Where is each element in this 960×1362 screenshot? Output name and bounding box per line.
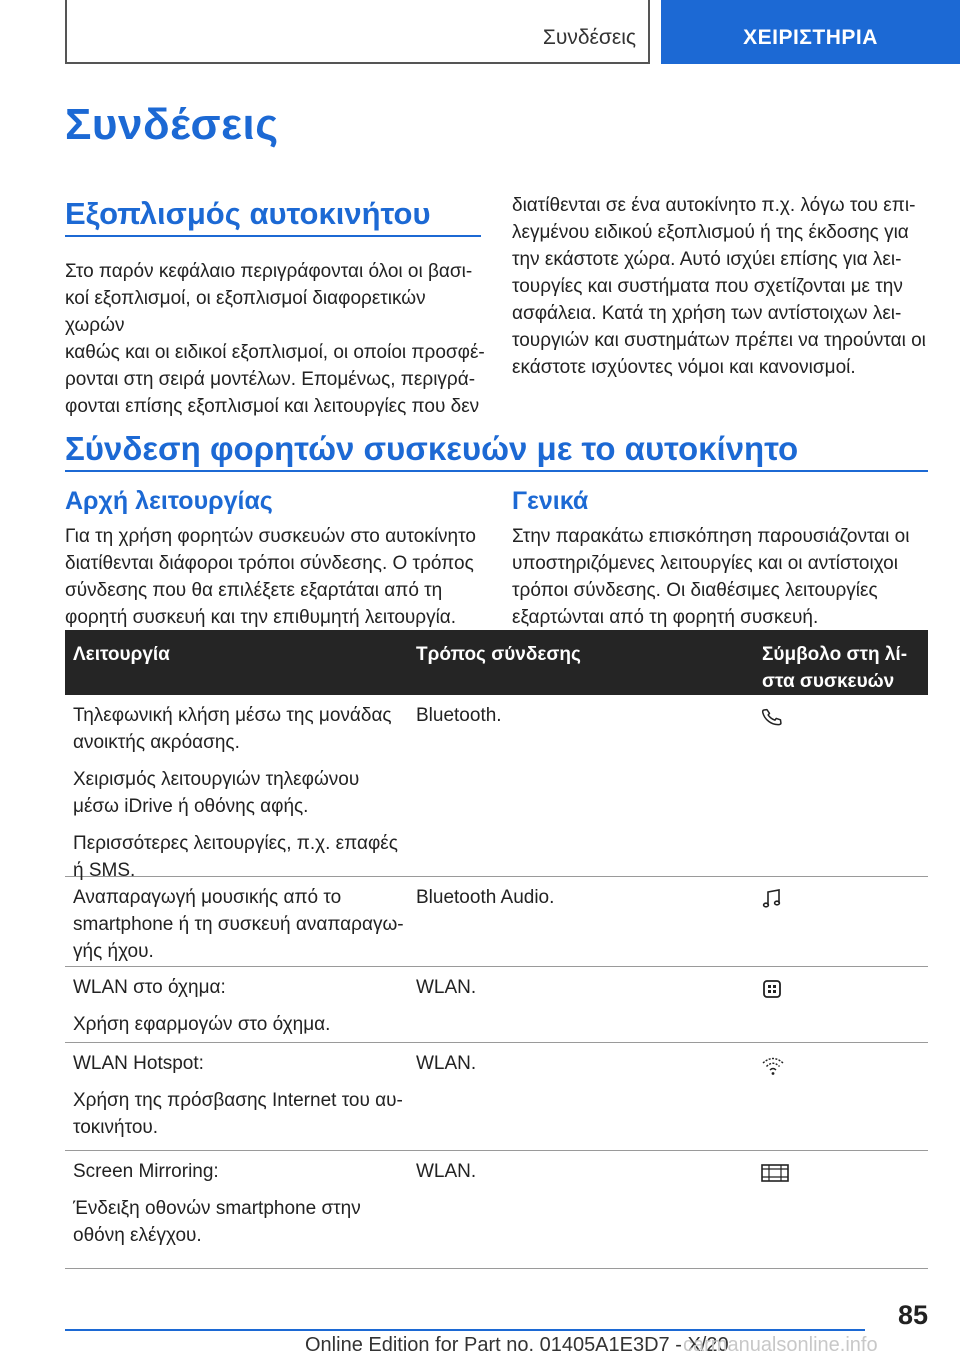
header-symbol-line1: Σύμβολο στη λί- <box>762 644 908 665</box>
text-line: κοί εξοπλισμοί, οι εξοπλισμοί διαφορετικών χωρών <box>65 288 426 336</box>
function-line: WLAN Hotspot: <box>73 1053 204 1074</box>
text-line: διατίθενται διάφοροι τρόποι σύνδεσης. Ο τρόπος <box>65 553 474 574</box>
table-row <box>65 1151 928 1269</box>
function-line: WLAN στο όχημα: <box>73 977 226 998</box>
header-symbol-line2: στα συσκευών <box>762 671 895 692</box>
function-line: Ένδειξη οθονών smartphone στην <box>73 1198 361 1219</box>
function-line: ανοικτής ακρόασης. <box>73 732 240 753</box>
function-paragraph <box>73 766 408 820</box>
principle-heading: Αρχή λειτουργίας <box>65 487 273 515</box>
text-line: τουργιών και συστημάτων πρέπει να τηρούνται οι <box>512 330 926 351</box>
function-paragraph <box>73 1050 408 1077</box>
general-text <box>512 523 932 631</box>
equipment-heading: Εξοπλισμός αυτοκινήτου <box>65 196 431 231</box>
equipment-text-left <box>65 258 485 420</box>
function-line: γής ήχου. <box>73 941 154 962</box>
table-body <box>65 695 928 1269</box>
text-line: φορητή συσκευή και την επιθυμητή λειτουργία. <box>65 607 457 628</box>
page-title: Συνδέσεις <box>65 100 279 149</box>
table-row <box>65 967 928 1043</box>
apps-icon <box>760 977 784 1006</box>
footer-watermark: carmanualsonline.info <box>683 1334 878 1356</box>
cell-method: Bluetooth Audio. <box>416 887 555 908</box>
text-line: διατίθενται σε ένα αυτοκίνητο π.χ. λόγω του επι- <box>512 195 916 216</box>
table-header-row <box>65 630 928 695</box>
connections-table <box>65 630 928 1269</box>
function-line: Χρήση εφαρμογών στο όχημα. <box>73 1014 331 1035</box>
equipment-heading-rule <box>65 235 481 237</box>
header-symbol <box>762 641 932 695</box>
header-chapter-tab <box>661 0 960 64</box>
table-row <box>65 695 928 881</box>
text-line: Στο παρόν κεφάλαιο περιγράφονται όλοι οι βασι- <box>65 261 473 282</box>
text-line: υποστηριζόμενες λειτουργίες και οι αντίστοιχοι <box>512 553 898 574</box>
text-line: καθώς και οι ειδικοί εξοπλισμοί, οι οποίοι προσφέ- <box>65 342 485 363</box>
wifi-icon <box>760 1053 786 1084</box>
function-paragraph <box>73 1195 408 1249</box>
function-paragraph <box>73 974 408 1001</box>
function-line: οθόνη ελέγχου. <box>73 1225 202 1246</box>
text-line: φονται επίσης εξοπλισμοί και λειτουργίες που δεν <box>65 396 480 417</box>
function-paragraph <box>73 1087 408 1141</box>
cell-method: WLAN. <box>416 1053 477 1074</box>
cell-method: WLAN. <box>416 1161 477 1182</box>
function-line: Χρήση της πρόσβασης Internet του αυ- <box>73 1090 403 1111</box>
music-note-icon <box>760 887 784 916</box>
text-line: τουργίες και συστήματα που σχετίζονται με την <box>512 276 903 297</box>
cell-function <box>73 884 408 975</box>
connect-heading: Σύνδεση φορητών συσκευών με το αυτοκίνητο <box>65 430 799 467</box>
cell-function <box>73 974 408 1048</box>
cell-function <box>73 1158 408 1259</box>
function-line: Screen Mirroring: <box>73 1161 219 1182</box>
general-heading: Γενικά <box>512 487 589 515</box>
text-line: εκάστοτε ισχύοντες νόμοι και κανονισμοί. <box>512 357 856 378</box>
text-line: σύνδεσης που θα επιλέξετε εξαρτάται από τη <box>65 580 443 601</box>
header-section-tab <box>65 0 650 64</box>
function-line: τοκινήτου. <box>73 1117 159 1138</box>
function-paragraph <box>73 702 408 756</box>
header-method: Τρόπος σύνδεσης <box>416 644 581 665</box>
table-row <box>65 877 928 967</box>
text-line: τρόποι σύνδεσης. Οι διαθέσιμες λειτουργίες <box>512 580 878 601</box>
text-line: ρονται στη σειρά μοντέλων. Επομένως, περιγρά- <box>65 369 476 390</box>
footer-edition: Online Edition for Part no. 01405A1E3D7 - X/20 <box>305 1334 729 1356</box>
cell-method: WLAN. <box>416 977 477 998</box>
text-line: Για τη χρήση φορητών συσκευών στο αυτοκίνητο <box>65 526 476 547</box>
function-paragraph <box>73 1011 408 1038</box>
function-line: smartphone ή τη συσκευή αναπαραγω- <box>73 914 404 935</box>
header-section-title: Συνδέσεις <box>542 26 636 49</box>
function-line: μέσω iDrive ή οθόνης αφής. <box>73 796 309 817</box>
phone-icon <box>760 705 784 734</box>
cell-function <box>73 702 408 894</box>
text-line: εξαρτώνται από τη φορητή συσκευή. <box>512 607 819 628</box>
connect-heading-rule <box>65 470 928 472</box>
equipment-text-right <box>512 192 932 381</box>
cell-method: Bluetooth. <box>416 705 502 726</box>
page-number: 85 <box>897 1300 928 1330</box>
text-line: ασφάλεια. Κατά τη χρήση των αντίστοιχων λει- <box>512 303 902 324</box>
function-line: Χειρισμός λειτουργιών τηλεφώνου <box>73 769 360 790</box>
header-chapter-title: ΧΕΙΡΙΣΤΗΡΙΑ <box>743 26 878 49</box>
footer-rule <box>65 1329 865 1331</box>
function-paragraph <box>73 830 408 884</box>
function-line: Αναπαραγωγή μουσικής από το <box>73 887 342 908</box>
function-paragraph <box>73 884 408 965</box>
text-line: την εκάστοτε χώρα. Αυτό ισχύει επίσης για λει- <box>512 249 902 270</box>
header-function: Λειτουργία <box>73 644 170 665</box>
principle-text <box>65 523 485 631</box>
function-line: ή SMS. <box>73 860 136 881</box>
function-paragraph <box>73 1158 408 1185</box>
function-line: Τηλεφωνική κλήση μέσω της μονάδας <box>73 705 392 726</box>
table-row <box>65 1043 928 1151</box>
function-line: Περισσότερες λειτουργίες, π.χ. επαφές <box>73 833 398 854</box>
text-line: Στην παρακάτω επισκόπηση παρουσιάζονται οι <box>512 526 910 547</box>
cell-function <box>73 1050 408 1151</box>
text-line: λεγμένου ειδικού εξοπλισμού ή της έκδοσης για <box>512 222 909 243</box>
screen-mirroring-icon <box>760 1161 790 1190</box>
